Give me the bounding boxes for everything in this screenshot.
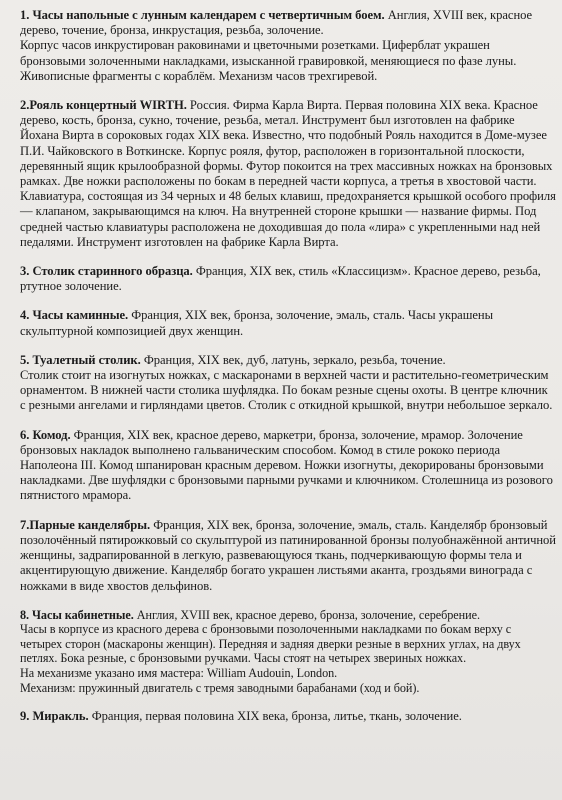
entry-6-lead: Франция, XIX век, красное дерево, маркетри, бронза, золочение, мрамор. Золочение бронзовых накладок выполнено гальваническим способом. Комод в стиле рококо периода Наполеона III. Комод шпанирован красным деревом. Ножки изогнуты, декорированы бронзовыми накладками. Две шуфлядки с бронзовыми парными ручками и ключником. Столешница из розового пятнистого мрамора. bbox=[20, 427, 553, 503]
entry-4 bbox=[20, 308, 556, 338]
entry-5 bbox=[20, 353, 556, 414]
entry-1-lead: Англия, XVIII век, красное дерево, точение, бронза, инкрустация, резьба, золочение. bbox=[20, 8, 533, 38]
entry-8 bbox=[20, 608, 556, 696]
entry-1 bbox=[20, 8, 556, 84]
entry-6-title: 6. Комод. bbox=[20, 427, 71, 442]
entry-9-heading bbox=[20, 709, 556, 724]
entry-9-title: 9. Миракль. bbox=[20, 709, 89, 724]
entry-1-title: 1. Часы напольные с лунным календарем с четвертичным боем. bbox=[20, 8, 385, 22]
entry-8-master-note: На механизме указано имя мастера: William Audouin, London. bbox=[20, 666, 338, 681]
entry-8-title: 8. Часы кабинетные. bbox=[20, 607, 134, 622]
entry-9-lead: Франция, первая половина XIX века, бронза, литье, ткань, золочение. bbox=[88, 709, 462, 724]
entry-7 bbox=[20, 518, 556, 594]
entry-4-title: 4. Часы каминные. bbox=[20, 308, 129, 323]
entry-3 bbox=[20, 264, 556, 294]
entry-2-heading bbox=[20, 98, 556, 250]
entry-4-heading bbox=[20, 308, 556, 338]
entry-5-body: Столик стоит на изогнутых ножках, с маскаронами в верхней части и растительно-геометрическим орнаментом. В нижней части столика шуфлядка. По бокам резные сцены охоты. В центре ключник с резными ангелами и гирляндами цветов. Столик с откидной крышкой, внутри небольшое зеркало. bbox=[20, 368, 553, 413]
entry-1-body: Корпус часов инкрустирован раковинами и цветочными розетками. Циферблат украшен бронзовыми золоченными накладками, изысканной гравировкой, меняющиеся по фазе луны. Живописные фрагменты с кораблём. Механизм часов трехгиревой. bbox=[20, 38, 517, 83]
entry-5-heading bbox=[20, 353, 556, 368]
entry-5-title: 5. Туалетный столик. bbox=[20, 352, 141, 367]
entry-3-heading bbox=[20, 264, 556, 294]
entry-8-mechanism-note: Механизм: пружинный двигатель с тремя заводными барабанами (ход и бой). bbox=[20, 680, 420, 695]
entry-7-heading bbox=[20, 518, 556, 594]
entry-2-title: 2.Рояль концертный WIRTH. bbox=[20, 98, 187, 113]
entry-2 bbox=[20, 98, 556, 250]
entry-5-lead: Франция, XIX век, дуб, латунь, зеркало, резьба, точение. bbox=[140, 352, 446, 367]
entry-8-heading bbox=[20, 608, 556, 623]
entry-4-lead: Франция, XIX век, бронза, золочение, эмаль, сталь. Часы украшены скульптурной композицией двух женщин. bbox=[20, 308, 494, 338]
entry-6 bbox=[20, 428, 556, 504]
entry-9 bbox=[20, 709, 556, 724]
entry-3-lead: Франция, XIX век, стиль «Классицизм». Красное дерево, резьба, ртутное золочение. bbox=[20, 264, 541, 294]
entry-7-lead: Франция, XIX век, бронза, золочение, эмаль, сталь. Канделябр бронзовый позолочённый пятирожковый со скульптурой из патинированной бронзы полуобнажённой античной женщины, задрапированной в легкую, развевающуюся ткань, подчеркивающую формы тела и акцентирующую движение. Канделябр богато украшен листьями аканта, гроздьями винограда с ножками в виде хвостов дельфинов. bbox=[20, 517, 556, 593]
entry-8-body: Часы в корпусе из красного дерева с бронзовыми позолоченными накладками по бокам верху с четырех сторон (маскароны женщин). Передняя и задняя дверки резные в верхних углах, на двух петлях. Бока резные, с бронзовыми ручками. Часы стоят на четырех звериных ножках. bbox=[20, 622, 521, 666]
entry-7-title: 7.Парные канделябры. bbox=[20, 517, 151, 532]
entry-8-lead: Англия, XVIII век, красное дерево, бронза, золочение, серебрение. bbox=[133, 607, 480, 622]
entry-3-title: 3. Столик старинного образца. bbox=[20, 264, 193, 279]
entry-1-heading bbox=[20, 8, 556, 38]
entry-6-heading bbox=[20, 428, 556, 504]
entry-2-lead: Россия. Фирма Карла Вирта. Первая половина XIX века. Красное дерево, кость, бронза, сукно, точение, резьба, метал. Инструмент был изготовлен на фабрике Йохана Вирта в сороковых годах XIX века. Известно, что подобный Рояль находится в Доме-музее П.И. Чайковского в Воткинске. Корпус рояля, футор, расположен в горизонтальной плоскости, деревянный ящик крылообразной формы. Футор покоится на трех массивных ножках на бронзовых рамках. Две ножки расположены по бокам в передней части корпуса, а третья в хвостовой части. Клавиатура, состоящая из 34 черных и 48 белых клавиш, предохраняется крышкой особого профиля — клапаном, закрывающимся на ключ. На внутренней стороне крышки — название фирмы. Под средней частью клавиатуры расположена не доходившая до пола «лира» с укрепленными над ней педалями. Инструмент изготовлен на фабрике Карла Вирта. bbox=[20, 98, 556, 249]
